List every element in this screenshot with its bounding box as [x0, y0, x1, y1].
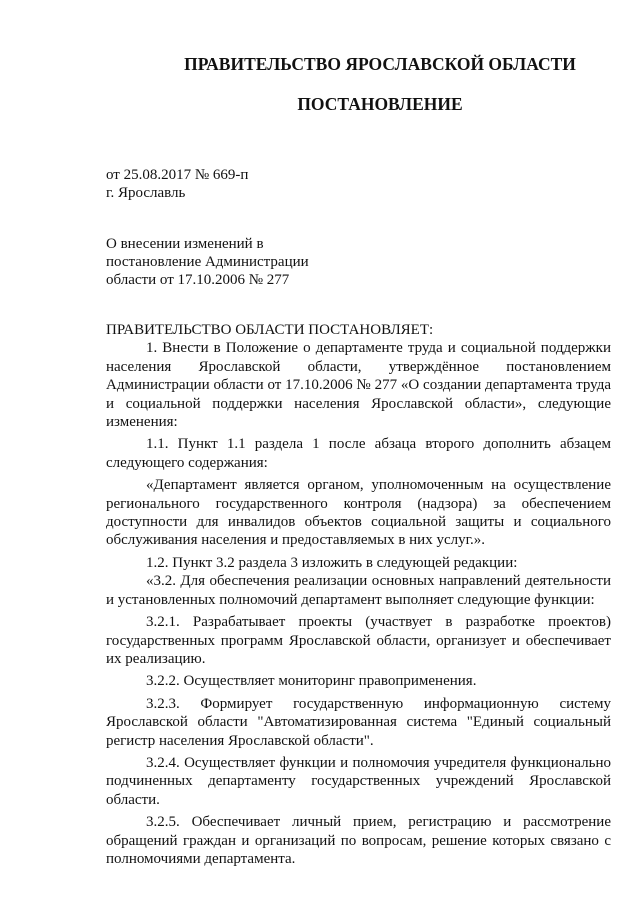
document-type-heading: ПОСТАНОВЛЕНИЕ	[297, 94, 463, 114]
document-date-number: от 25.08.2017 № 669-п	[106, 167, 249, 183]
subject-line: О внесении изменений в	[106, 236, 264, 252]
body-paragraph: «Департамент является органом, уполномоченным на осуществление регионального государственного контроля (надзора) за обеспечением доступности для инвалидов объектов социальной защиты и социального обслуживания населения и предоставляемых в них услуг.».	[106, 477, 611, 549]
body-paragraph: «3.2. Для обеспечения реализации основных направлений деятельности и установленных полномочий департамент выполняет следующие функции:	[106, 573, 611, 608]
document-meta	[106, 166, 248, 202]
body-paragraph: 3.2.2. Осуществляет мониторинг правоприменения.	[146, 673, 477, 690]
subject-line: области от 17.10.2006 № 277	[106, 272, 290, 288]
document-city: г. Ярославль	[106, 185, 186, 201]
document-body	[106, 321, 611, 868]
subject-line: постановление Администрации	[106, 254, 309, 270]
resolution-lead: ПРАВИТЕЛЬСТВО ОБЛАСТИ ПОСТАНОВЛЯЕТ:	[106, 322, 434, 338]
body-paragraph: 3.2.5. Обеспечивает личный прием, регистрацию и рассмотрение обращений граждан и организаций по вопросам, решение которых связано с полномочиями департамента.	[106, 814, 611, 867]
document-subject	[106, 235, 309, 289]
body-paragraph: 3.2.4. Осуществляет функции и полномочия учредителя функционально подчиненных департаменту государственных учреждений Ярославской области.	[106, 754, 611, 808]
body-paragraph: 1.2. Пункт 3.2 раздела 3 изложить в следующей редакции:	[146, 554, 518, 571]
government-heading: ПРАВИТЕЛЬСТВО ЯРОСЛАВСКОЙ ОБЛАСТИ	[184, 54, 576, 74]
body-paragraph: 3.2.1. Разрабатывает проекты (участвует в разработке проектов) государственных программ Ярославской области, организует и обеспечивает их реализацию.	[106, 614, 611, 667]
body-paragraph: 1. Внести в Положение о департаменте труда и социальной поддержки населения Ярославской области, утверждённое постановлением Администрации области от 17.10.2006 № 277 «О создании департамента труда и социальной поддержки населения Ярославской области», следующие изменения:	[106, 340, 611, 431]
body-paragraph: 3.2.3. Формирует государственную информационную систему Ярославской области "Автоматизированная система "Единый социальный регистр населения Ярославской области".	[106, 695, 611, 749]
body-paragraph: 1.1. Пункт 1.1 раздела 1 после абзаца второго дополнить абзацем следующего содержания:	[106, 436, 611, 471]
